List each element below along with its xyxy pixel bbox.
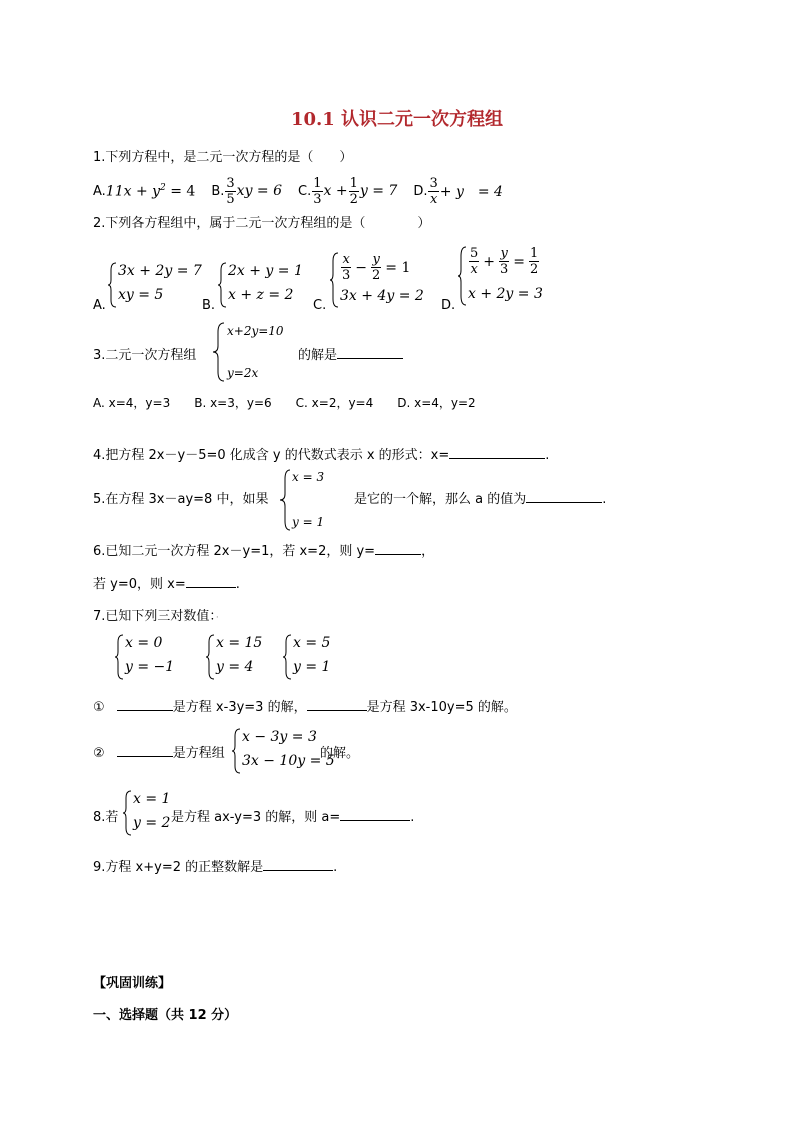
q2-a-line-2: xy = 5	[118, 287, 164, 303]
option-c-mid: x +	[323, 183, 348, 199]
option-a-expr: $11x + y^2 = 4$	[105, 182, 196, 200]
option-c-fraction-2: $\frac{1}{2}$	[349, 175, 358, 207]
answer-blank[interactable]	[263, 858, 333, 871]
q8-line-1: x = 1	[133, 791, 171, 807]
q5-line-2: y = 1	[292, 515, 325, 529]
answer-blank[interactable]	[186, 575, 236, 588]
option-c-label: C.	[298, 183, 312, 199]
brace-icon	[283, 634, 293, 680]
question-7-item-2-tail: 的解。	[320, 746, 360, 761]
question-6-line-2: 若 y=0，则 x= .	[93, 577, 240, 592]
option-a-label: A.	[93, 183, 106, 199]
answer-blank[interactable]	[337, 346, 403, 359]
q7-pair-2-y: y = 4	[216, 659, 254, 675]
q8-line-2: y = 2	[133, 815, 171, 831]
q7-pair-1-y: y = −1	[125, 659, 175, 675]
answer-blank[interactable]	[449, 446, 545, 459]
q2-option-d-system	[458, 246, 568, 306]
option-b-fraction: $\frac{3}{5}$	[226, 175, 235, 207]
option-d-expr: + y = 4	[439, 184, 503, 200]
q7-sys-line-2: 3x − 10y = 5	[242, 753, 335, 769]
brace-icon	[123, 790, 133, 836]
question-3-options: A. x=4，y=3 B. x=3，y=6 C. x=2，y=4 D. x=4，y=2	[93, 396, 476, 410]
answer-blank[interactable]	[117, 698, 173, 711]
q7-pair-3-x: x = 5	[293, 635, 331, 651]
brace-icon	[212, 322, 226, 382]
question-7-item-2: ② 是方程组	[93, 746, 225, 761]
q5-system	[280, 469, 340, 531]
question-8-pre: 8.若	[93, 810, 119, 825]
option-b-expr: xy = 6	[236, 183, 283, 199]
brace-icon	[458, 246, 468, 306]
question-5-pre: 5.在方程 3x－ay=8 中，如果	[93, 492, 269, 507]
q2-d-line-1: $\frac{5}{x}$ + $\frac{y}{3}$ = $\frac{1}{2}$	[470, 246, 539, 277]
q7-sys-line-1: x − 3y = 3	[242, 729, 317, 745]
answer-blank[interactable]	[526, 490, 602, 503]
q2-option-d-label: D.	[441, 298, 456, 313]
question-3-tail: 的解是	[298, 344, 403, 363]
q2-option-c-system	[330, 252, 440, 308]
brace-icon	[115, 634, 125, 680]
q7-pair-3-y: y = 1	[293, 659, 331, 675]
q2-a-line-1: 3x + 2y = 7	[118, 263, 202, 279]
answer-blank[interactable]	[375, 542, 421, 555]
brace-icon	[232, 728, 242, 774]
answer-blank[interactable]	[307, 698, 367, 711]
q2-c-line-2: 3x + 4y = 2	[340, 288, 424, 304]
answer-blank[interactable]	[340, 808, 410, 821]
option-d-label: D.	[413, 183, 428, 199]
brace-icon	[218, 262, 228, 308]
q2-d-line-2: x + 2y = 3	[468, 286, 543, 302]
q7-pair-3	[283, 634, 363, 680]
q2-option-c-label: C.	[313, 298, 327, 313]
question-8-tail: 是方程 ax-y=3 的解，则 a= .	[171, 810, 415, 825]
q5-line-1: x = 3	[292, 470, 325, 484]
question-4: 4.把方程 2x－y－5=0 化成含 y 的代数式表示 x 的形式：x= .	[93, 448, 550, 463]
q2-b-line-2: x + z = 2	[228, 287, 294, 303]
q7-pair-1-x: x = 0	[125, 635, 163, 651]
q3-system	[212, 322, 292, 382]
question-9: 9.方程 x+y=2 的正整数解是 .	[93, 860, 338, 875]
brace-icon	[330, 252, 340, 308]
option-c-fraction-1: $\frac{1}{3}$	[313, 175, 322, 207]
q7-pair-2	[206, 634, 286, 680]
brace-icon	[206, 634, 216, 680]
q7-pair-1	[115, 634, 195, 680]
page-title: 10.1 认识二元一次方程组	[290, 109, 504, 130]
option-b-label: B.	[211, 183, 225, 199]
question-1-options	[93, 176, 503, 206]
q2-option-b-label: B.	[202, 298, 216, 313]
question-1-stem: 1.下列方程中，是二元一次方程的是（ ）	[93, 150, 353, 165]
question-6-line-1: 6.已知二元一次方程 2x－y=1，若 x=2，则 y= ，	[93, 544, 435, 559]
q2-option-a-label: A.	[93, 298, 106, 313]
section-heading: 【巩固训练】	[93, 976, 172, 991]
section-subheading: 一、选择题（共 12 分）	[93, 1008, 238, 1023]
question-3-stem: 3.二元一次方程组	[93, 348, 197, 363]
question-7-item-1: ① 是方程 x-3y=3 的解， 是方程 3x-10y=5 的解。	[93, 700, 517, 715]
q2-option-a-system	[108, 262, 208, 308]
q3-line-2: y=2x	[227, 366, 259, 380]
brace-icon	[280, 469, 292, 531]
q2-c-line-1: $\frac{x}{3}$ − $\frac{y}{2}$ = 1	[342, 252, 411, 283]
q2-b-line-1: 2x + y = 1	[228, 263, 303, 279]
q7-item-2-system	[232, 728, 335, 774]
option-c-expr: y = 7	[359, 183, 398, 199]
answer-blank[interactable]	[117, 744, 173, 757]
option-d-fraction: $\frac{3}{x}$	[429, 175, 438, 207]
question-7-stem: 7.已知下列三对数值：·	[93, 609, 219, 624]
brace-icon	[108, 262, 118, 308]
q7-pair-2-x: x = 15	[216, 635, 263, 651]
question-5-tail: 是它的一个解，那么 a 的值为 .	[354, 492, 607, 507]
q2-option-b-system	[218, 262, 308, 308]
q3-line-1: x+2y=10	[227, 324, 284, 338]
question-2-stem: 2.下列各方程组中，属于二元一次方程组的是（ ）	[93, 216, 431, 231]
